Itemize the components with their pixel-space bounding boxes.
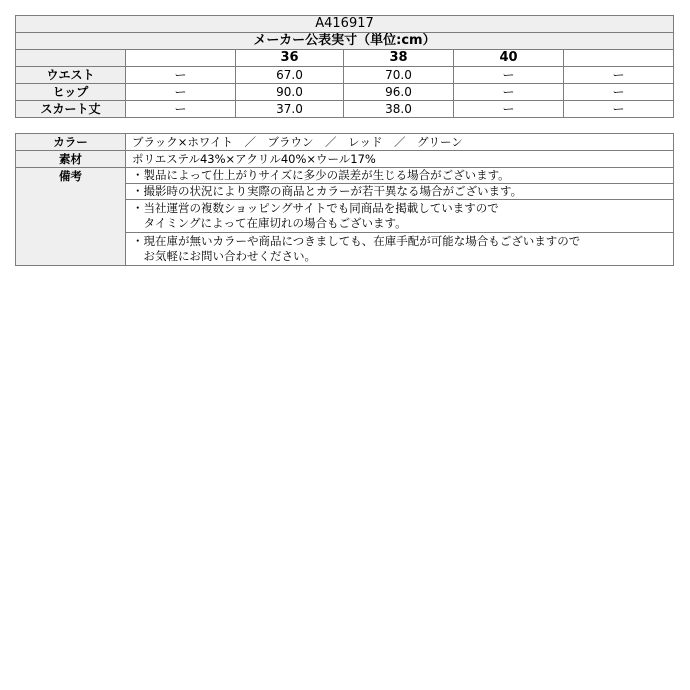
row-label-hip: ヒップ <box>16 84 126 101</box>
material-value: ポリエステル43%×アクリル40%×ウール17% <box>126 151 674 168</box>
table-cell: 90.0 <box>236 84 344 101</box>
table-cell: ー <box>454 67 564 84</box>
table-row <box>16 67 674 84</box>
size-header-cell <box>126 50 236 67</box>
unit-caption: メーカー公表実寸（単位:cm） <box>16 33 674 50</box>
color-row <box>16 134 674 151</box>
size-header-cell: 40 <box>454 50 564 67</box>
table-cell: 67.0 <box>236 67 344 84</box>
table-cell: ー <box>454 84 564 101</box>
table-cell: ー <box>126 101 236 118</box>
table-cell: 38.0 <box>344 101 454 118</box>
row-label-waist: ウエスト <box>16 67 126 84</box>
note-line: ・当社運営の複数ショッピングサイトでも同商品を掲載していますので <box>132 201 499 215</box>
note-item <box>126 233 674 266</box>
product-info-table <box>15 133 674 266</box>
color-value: ブラック×ホワイト ／ ブラウン ／ レッド ／ グリーン <box>126 134 674 151</box>
size-header-row <box>16 50 674 67</box>
table-cell: ー <box>564 84 674 101</box>
size-header-cell <box>564 50 674 67</box>
note-line: お気軽にお問い合わせください。 <box>132 249 316 263</box>
table-cell: ー <box>564 67 674 84</box>
note-line: タイミングによって在庫切れの場合もございます。 <box>132 216 407 230</box>
size-header-corner <box>16 50 126 67</box>
product-code: A416917 <box>16 16 674 33</box>
table-cell: ー <box>564 101 674 118</box>
table-cell: ー <box>126 67 236 84</box>
row-label-skirt-length: スカート丈 <box>16 101 126 118</box>
material-row <box>16 151 674 168</box>
notes-label: 備考 <box>16 168 126 266</box>
note-item <box>126 184 674 200</box>
table-cell: 70.0 <box>344 67 454 84</box>
color-label: カラー <box>16 134 126 151</box>
table-cell: 96.0 <box>344 84 454 101</box>
table-cell: ー <box>126 84 236 101</box>
size-header-cell: 38 <box>344 50 454 67</box>
table-row <box>16 101 674 118</box>
note-line: ・現在庫が無いカラーや商品につきましても、在庫手配が可能な場合もございますので <box>132 234 581 248</box>
note-line: ・撮影時の状況により実際の商品とカラーが若干異なる場合がございます。 <box>132 184 523 198</box>
note-item <box>126 168 674 184</box>
size-header-cell: 36 <box>236 50 344 67</box>
note-item <box>126 200 674 233</box>
size-table <box>15 15 674 118</box>
material-label: 素材 <box>16 151 126 168</box>
table-row <box>16 84 674 101</box>
note-row <box>16 168 674 184</box>
table-cell: ー <box>454 101 564 118</box>
note-line: ・製品によって仕上がりサイズに多少の誤差が生じる場合がございます。 <box>132 168 510 182</box>
table-cell: 37.0 <box>236 101 344 118</box>
